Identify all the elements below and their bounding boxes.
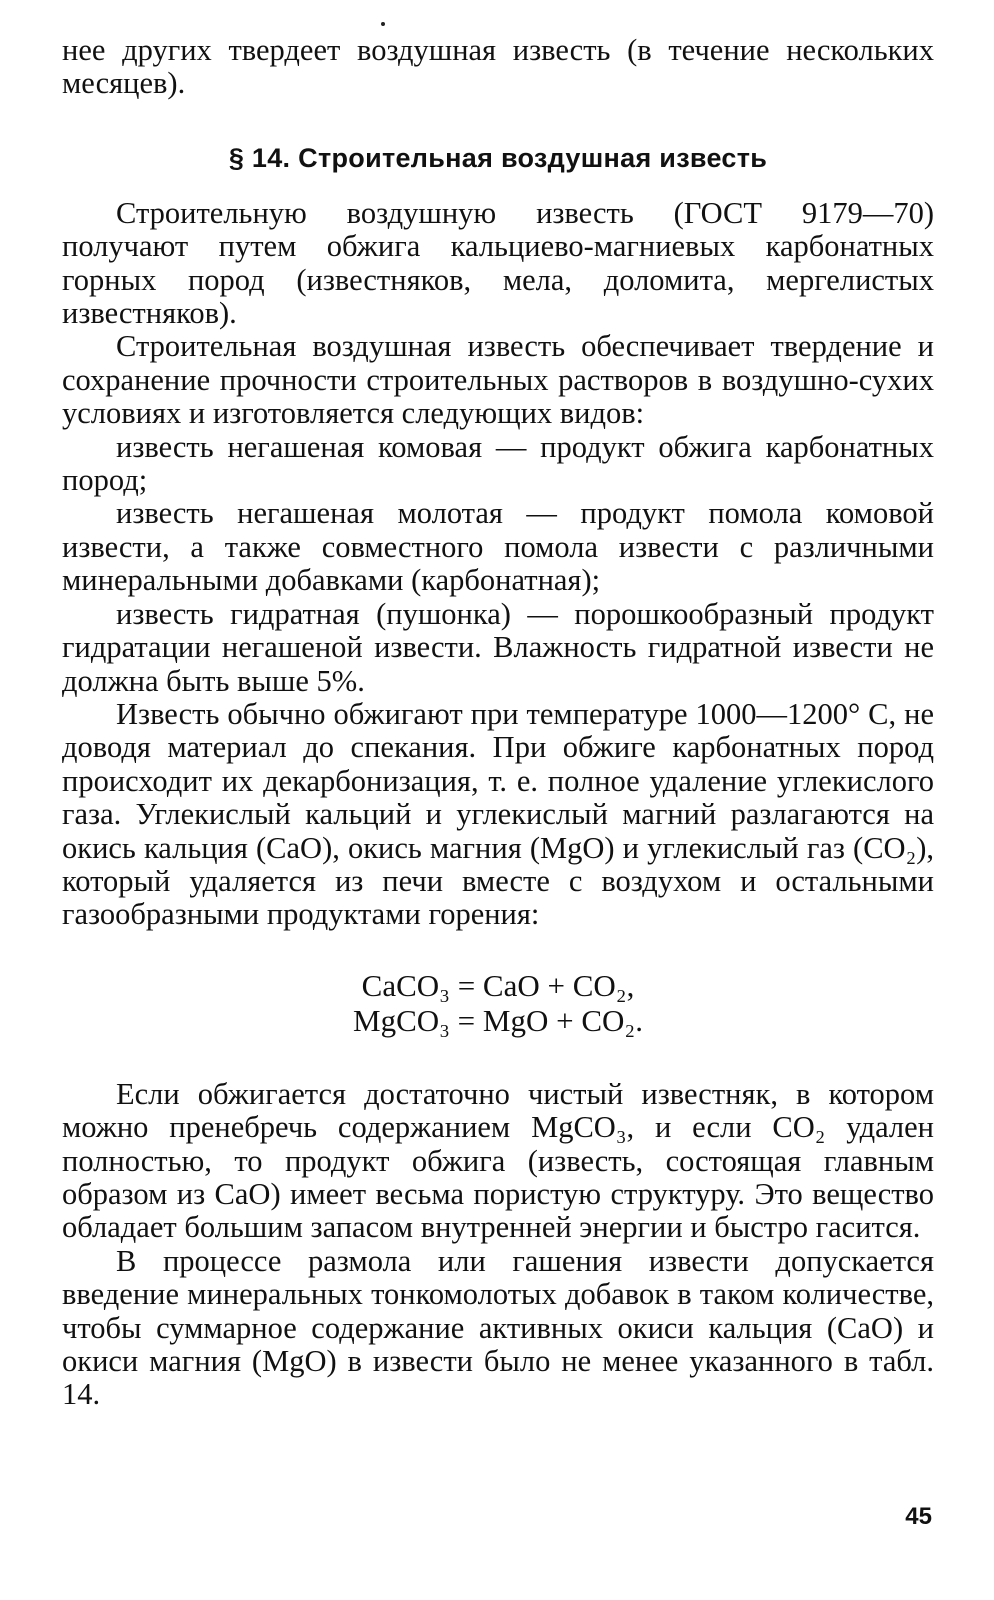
continuation-text: нее других твердеет воздушная известь (в течение нескольких месяцев). [62, 33, 934, 101]
formula-block [62, 968, 934, 1038]
page-body [62, 34, 934, 1412]
paragraph-pure-limestone: Если обжигается достаточно чистый известняк, в котором можно пренебречь содержанием MgCO₃, и если CO₂ удален полностью, то продукт обжига (известь, состоящая главным образом из CaO) имеет весьма пористую структуру. Это вещество обладает большим запасом внутренней энергии и быстро гасится. [62, 1076, 934, 1245]
list-item-lump-lime: известь негашеная комовая — продукт обжига карбонатных пород; [62, 429, 934, 498]
formula-mgco3: MgCO₃ = MgO + CO₂. [353, 1002, 643, 1038]
paragraph-firing: Известь обычно обжигают при температуре 1000—1200° С, не доводя материал до спекания. При обжиге карбонатных пород происходит их декарбонизация, т. е. полное удаление углекислого газа. Углекислый кальций и углекислый магний разлагаются на окись кальция (CaO), окись магния (MgO) и углекислый газ (CO₂), который удаляется из печи вместе с воздухом и остальными газообразными продуктами горения: [62, 696, 934, 932]
section-heading: § 14. Строительная воздушная известь [228, 142, 768, 173]
paragraph-2: Строительная воздушная известь обеспечивает твердение и сохранение прочности строительных растворов в воздушно-сухих условиях и изготовляется следующих видов: [62, 329, 934, 431]
paragraph-1: Строительную воздушную известь (ГОСТ 9179—70) получают путем обжига кальциево-магниевых карбонатных горных пород (известняков, мела, доломита, мергелистых известняков). [62, 195, 934, 331]
formula-caco3: CaCO₃ = CaO + CO₂, [361, 967, 635, 1003]
list-item-ground-lime: известь негашеная молотая — продукт помола комовой извести, а также совместного помола извести с различными минеральными добавками (карбонатная); [62, 496, 934, 598]
page-number: 45 [905, 1503, 932, 1530]
list-item-hydrated-lime: известь гидратная (пушонка) — порошкообразный продукт гидратации негашеной извести. Влажность гидратной извести не должна быть выше 5%. [62, 596, 934, 698]
print-speck [381, 22, 385, 26]
paragraph-additives: В процессе размола или гашения извести допускается введение минеральных тонкомолотых добавок в таком количестве, чтобы суммарное содержание активных окиси кальция (CaO) и окиси магния (MgO) в извести было не менее указанного в табл. 14. [62, 1243, 934, 1412]
